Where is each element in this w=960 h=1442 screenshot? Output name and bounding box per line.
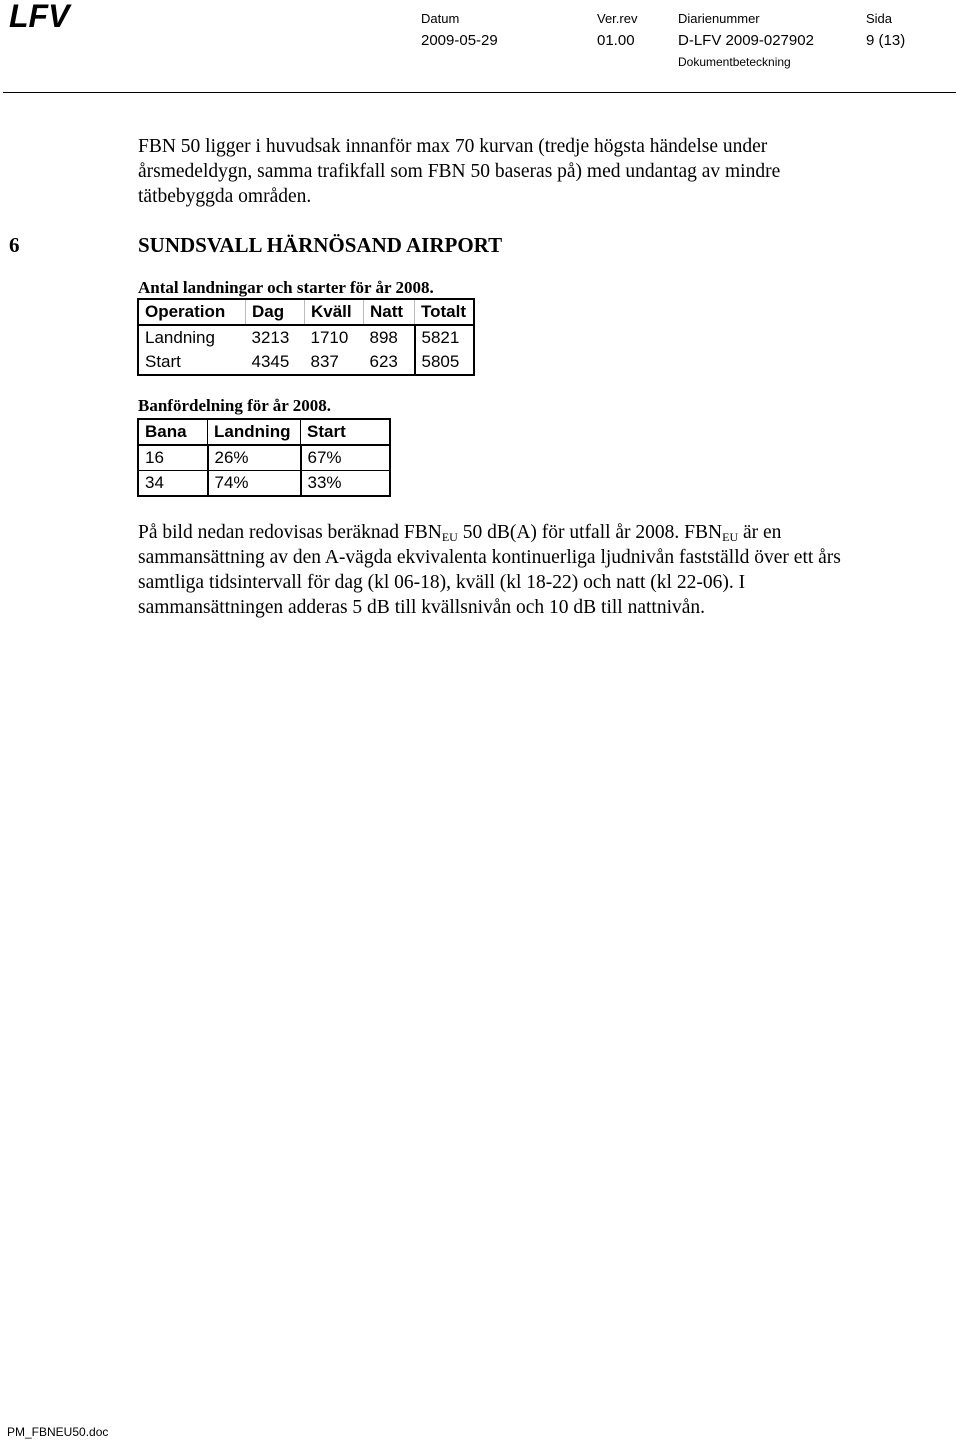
runway-distribution-table (137, 418, 391, 497)
operations-table (137, 298, 475, 376)
table-cell: 67% (301, 445, 391, 471)
runway-caption: Banfördelning för år 2008. (138, 396, 331, 415)
page-label: Sida (866, 11, 893, 26)
closing-text: På bild nedan redovisas beräknad FBN (138, 522, 442, 543)
intro-paragraph: FBN 50 ligger i huvudsak innanför max 70 kurvan (tredje högsta händelse under årsmedeldygn, samma trafikfall som FBN 50 baseras på) med undantag av mindre tätbebyggda områden. (138, 136, 781, 207)
table-cell: 4345 (246, 350, 305, 375)
column-header: Bana (138, 419, 208, 445)
closing-text: är en sammansättning av den A-vägda ekvivalenta kontinuerliga ljudnivån fastställd över ett års samtliga tidsintervall för dag (kl 06-18), kväll (kl 18-22) och natt (kl 22-06). I sammansättningen adderas 5 dB till kvällsnivån och 10 dB till nattnivån. (138, 522, 841, 618)
lfv-logo: LFV (9, 0, 70, 34)
table-header-row (138, 299, 474, 325)
revision-value: 01.00 (597, 32, 635, 49)
table-cell: 26% (208, 445, 301, 471)
table-cell: 5821 (415, 325, 475, 350)
table-cell: 3213 (251, 328, 290, 347)
page-number: 9 (13) (866, 32, 906, 49)
footer-filename: PM_FBNEU50.doc (7, 1425, 109, 1439)
table-cell: Start (145, 352, 181, 371)
document-designation-label: Dokumentbeteckning (678, 55, 791, 69)
section-heading (9, 233, 502, 258)
table-row (138, 350, 474, 375)
table-cell: 74% (208, 471, 301, 497)
table-row (138, 325, 474, 350)
column-header: Totalt (415, 299, 475, 325)
table-row (138, 471, 390, 497)
table-cell: 5805 (415, 350, 475, 375)
table-cell: 33% (301, 471, 391, 497)
subscript-eu: EU (441, 530, 458, 544)
table-cell: Landning (145, 328, 215, 347)
operations-caption: Antal landningar och starter för år 2008. (138, 278, 434, 297)
closing-paragraph (138, 520, 873, 620)
date-label: Datum (421, 11, 460, 26)
diary-number-label: Diarienummer (678, 11, 760, 26)
diary-number-value: D-LFV 2009-027902 (678, 32, 814, 49)
column-header: Start (301, 419, 391, 445)
table-cell: 16 (138, 445, 208, 471)
header-divider (3, 92, 956, 93)
closing-text: 50 dB(A) för utfall år 2008. FBN (457, 522, 723, 543)
table-cell: 623 (364, 350, 415, 375)
date-value: 2009-05-29 (421, 32, 498, 49)
section-title: SUNDSVALL HÄRNÖSAND AIRPORT (138, 233, 503, 257)
column-header: Natt (364, 299, 415, 325)
table-header-row (138, 419, 390, 445)
column-header: Kväll (305, 299, 364, 325)
section-number: 6 (9, 233, 20, 257)
column-header: Landning (208, 419, 301, 445)
table-row (138, 445, 390, 471)
column-header: Operation (138, 299, 246, 325)
subscript-eu: EU (722, 530, 739, 544)
table-cell: 898 (369, 328, 398, 347)
table-cell: 1710 (310, 328, 349, 347)
table-cell: 837 (305, 350, 364, 375)
column-header: Dag (246, 299, 305, 325)
revision-label: Ver.rev (597, 11, 638, 26)
table-cell: 34 (138, 471, 208, 497)
